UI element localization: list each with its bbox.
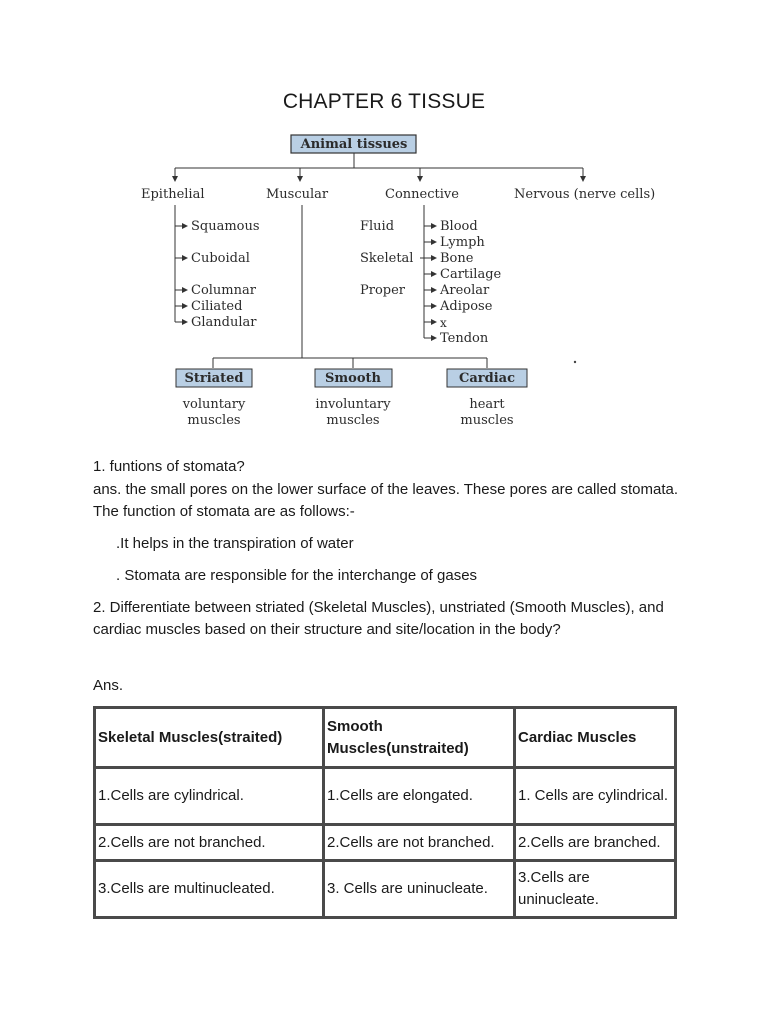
connective-type: Skeletal [360,251,414,266]
category-epithelial: Epithelial [141,187,205,202]
epithelial-item: Columnar [191,283,256,298]
answer-1: ans. the small pores on the lower surface of the leaves. These pores are called stomata. The function of stomata are as follows:- [93,481,679,520]
table-header-row [95,708,676,768]
connective-type: Proper [360,283,406,298]
epithelial-item: Cuboidal [191,251,250,266]
epithelial-item: Squamous [191,219,260,234]
connective-item: Bone [440,251,474,266]
table-cell: 3. Cells are uninucleate. [324,861,515,918]
question-1: 1. funtions of stomata? [93,458,245,475]
connective-item: Lymph [440,235,485,250]
animal-tissues-diagram [0,0,768,440]
smooth-label: Smooth [325,371,381,386]
connective-item: Adipose [440,299,493,314]
answer-2-label: Ans. [93,677,124,694]
connective-connectors [420,205,436,338]
connective-item: Cartilage [440,267,502,282]
table-row [95,825,676,861]
table-cell: 1.Cells are elongated. [324,768,515,825]
stray-dot [574,361,576,363]
table-cell: 1. Cells are cylindrical. [515,768,676,825]
page-title: CHAPTER 6 TISSUE [282,90,486,113]
table-cell: 2.Cells are not branched. [95,825,324,861]
answer-1-point-2: . Stomata are responsible for the interchange of gases [116,567,478,584]
answer-1-point-1: .It helps in the transpiration of water [116,535,354,552]
table-cell: 2.Cells are branched. [515,825,676,861]
smooth-desc-1: involuntary [315,397,391,412]
table-cell: 1.Cells are cylindrical. [95,768,324,825]
cardiac-desc-1: heart [469,397,505,412]
striated-desc-1: voluntary [182,397,246,412]
connective-item: Areolar [440,283,490,298]
table-cell: 2.Cells are not branched. [324,825,515,861]
striated-desc-2: muscles [187,413,241,428]
connective-item: Blood [440,219,478,234]
top-connectors [175,153,583,181]
connective-type: Fluid [360,219,395,234]
table-cell: 3.Cells are multinucleated. [95,861,324,918]
category-connective: Connective [385,187,459,202]
cardiac-desc-2: muscles [460,413,514,428]
root-label: Animal tissues [300,137,408,152]
muscle-comparison-table [93,706,677,919]
epithelial-item: Ciliated [191,299,243,314]
smooth-desc-2: muscles [326,413,380,428]
table-header-cell: Skeletal Muscles(straited) [95,708,324,768]
striated-label: Striated [184,371,244,386]
epithelial-item: Glandular [191,315,257,330]
table-header-cell: Smooth Muscles(unstraited) [324,708,515,768]
category-muscular: Muscular [266,187,329,202]
table-row [95,861,676,918]
connective-item: Tendon [440,331,489,346]
cardiac-label: Cardiac [459,371,515,386]
table-cell: 3.Cells are uninucleate. [515,861,676,918]
category-nervous: Nervous (nerve cells) [514,187,656,202]
connective-item: x [440,316,447,330]
table-header-cell: Cardiac Muscles [515,708,676,768]
table-row [95,768,676,825]
question-2: 2. Differentiate between striated (Skeletal Muscles), unstriated (Smooth Muscles), and cardiac muscles based on their structure and site/location in the body? [93,599,664,638]
epithelial-connectors [175,205,187,322]
